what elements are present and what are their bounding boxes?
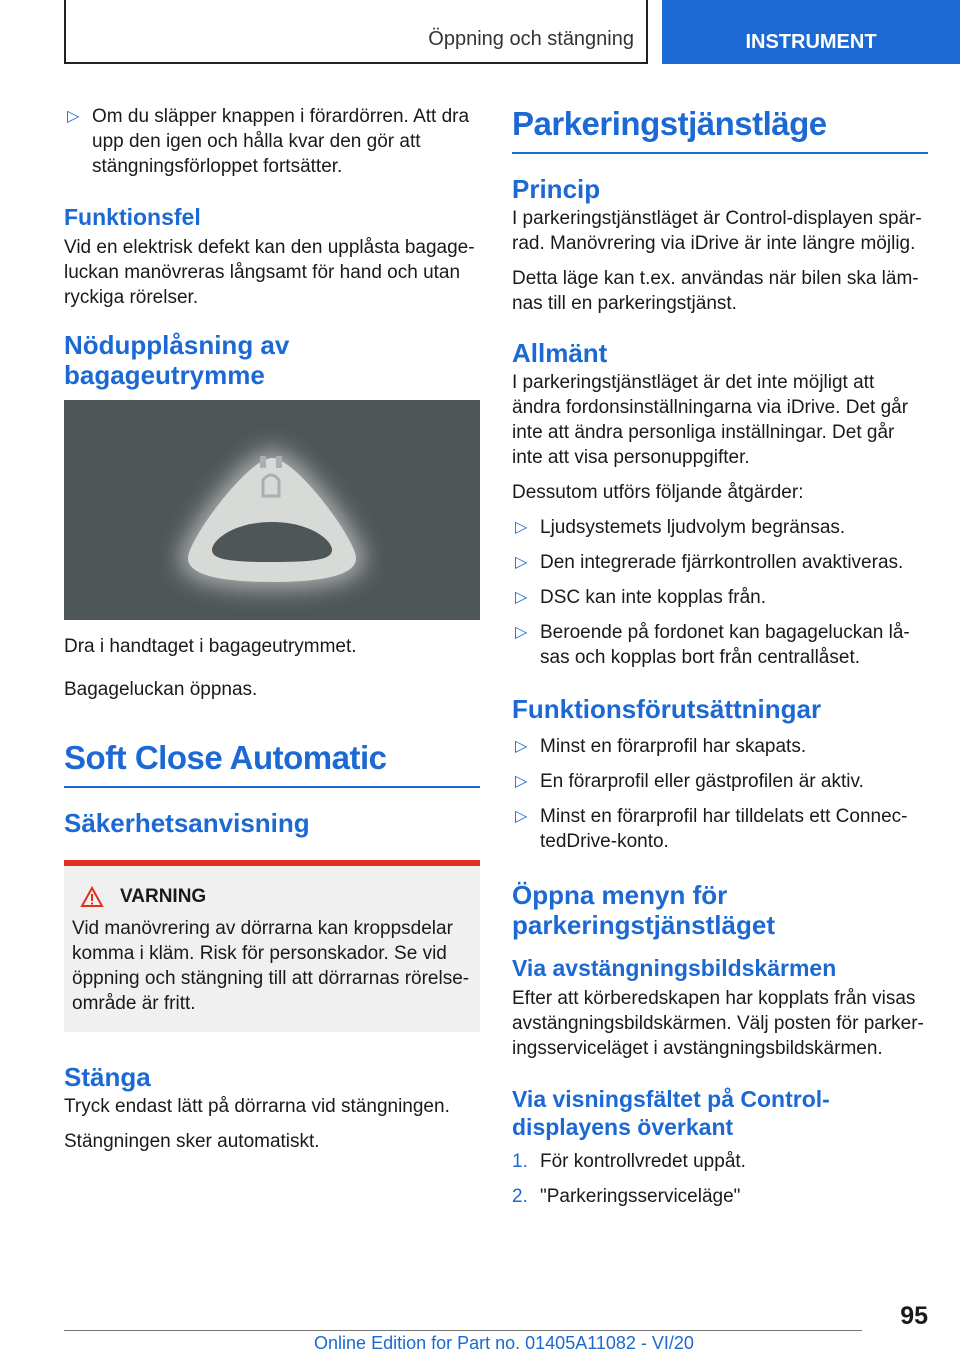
step-item: 1. För kontrollvredet uppåt. <box>512 1151 746 1172</box>
step-item: 2. "Parkeringsserviceläge" <box>512 1186 741 1207</box>
header-section-box <box>64 0 648 64</box>
main-heading: Parkeringstjänstläge <box>512 105 827 142</box>
triangle-bullet-icon: ▷ <box>67 108 80 125</box>
triangle-bullet-icon: ▷ <box>515 773 528 790</box>
stanga-text-2: Stängningen sker automatiskt. <box>64 1131 320 1152</box>
header-section-title: Öppning och stängning <box>428 28 634 50</box>
main-heading-block <box>512 104 928 154</box>
nodupplasning-heading: Nödupplåsning av bagageutrymme <box>64 330 290 390</box>
list-item: ▷ Om du släpper knappen i förardörren. Att dra upp den igen och hålla kvar den gör att stängningsförloppet fortsätter. <box>67 106 470 177</box>
stanga-text-1: Tryck endast lätt på dörrarna vid stängningen. <box>64 1096 450 1117</box>
princip-text-2: Detta läge kan t.ex. användas när bilen ska läm-nas till en parkeringstjänst. <box>512 268 919 314</box>
princip-text-1: I parkeringstjänstläget är Control-displayen spär-rad. Manövrering via iDrive är inte längre möjlig. <box>512 208 922 254</box>
list-item: ▷ Minst en förarprofil har tilldelats ett Connec-tedDrive-konto. <box>515 806 908 852</box>
triangle-bullet-icon: ▷ <box>515 738 528 755</box>
warning-title: VARNING <box>120 886 207 907</box>
photo-caption-2: Bagageluckan öppnas. <box>64 679 258 700</box>
triangle-bullet-icon: ▷ <box>515 624 528 641</box>
allmant-text-1: I parkeringstjänstläget är det inte möjligt att ändra fordonsinställningarna via iDrive. Det går inte att ändra personliga inställningar. Det går inte att visa personuppgifter. <box>512 372 909 468</box>
triangle-bullet-icon: ▷ <box>515 554 528 571</box>
right-column <box>512 104 928 1219</box>
funktionsfel-text: Vid en elektrisk defekt kan den upplåsta bagage-luckan manövreras långsamt för hand och utan ryckiga rörelser. <box>64 237 475 308</box>
triangle-bullet-icon: ▷ <box>515 589 528 606</box>
list-item: ▷ DSC kan inte kopplas från. <box>515 587 767 608</box>
footer-rule <box>64 1330 862 1331</box>
header-chapter-tab[interactable]: INSTRUMENT <box>662 0 960 64</box>
warning-header <box>72 886 472 908</box>
safety-heading: Säkerhetsanvisning <box>64 808 310 838</box>
triangle-bullet-icon: ▷ <box>515 519 528 536</box>
list-item: ▷ Den integrerade fjärrkontrollen avaktiveras. <box>515 552 904 573</box>
photo-caption-1: Dra i handtaget i bagageutrymmet. <box>64 636 357 657</box>
list-item: ▷ Minst en förarprofil har skapats. <box>515 736 807 757</box>
allmant-text-2: Dessutom utförs följande åtgärder: <box>512 482 804 503</box>
forutsattningar-heading: Funktionsförutsättningar <box>512 694 822 724</box>
stanga-heading: Stänga <box>64 1062 151 1092</box>
warning-text: Vid manövrering av dörrarna kan kroppsdelar komma i kläm. Risk för personskador. Se vid öppning och stängning till att dörrarnas rörelse-område är fritt. <box>72 918 470 1014</box>
warning-triangle-icon <box>72 886 112 908</box>
list-item: ▷ En förarprofil eller gästprofilen är aktiv. <box>515 771 864 792</box>
trunk-release-handle-photo <box>64 400 480 620</box>
funktionsfel-heading: Funktionsfel <box>64 204 201 230</box>
via-avstangning-heading: Via avstängningsbildskärmen <box>512 955 837 981</box>
footer-edition: Online Edition for Part no. 01405A11082 - VI/20 <box>314 1333 694 1353</box>
soft-close-heading: Soft Close Automatic <box>64 739 387 776</box>
allmant-heading: Allmänt <box>512 338 608 368</box>
page-number: 95 <box>900 1302 928 1330</box>
via-avstangning-text: Efter att körberedskapen har kopplats från visas avstängningsbildskärmen. Välj posten för parker-ingsserviceläget i avstängningsbildskärmen. <box>512 988 924 1059</box>
triangle-bullet-icon: ▷ <box>515 808 528 825</box>
left-column <box>64 104 480 1164</box>
princip-heading: Princip <box>512 174 601 204</box>
warning-box <box>64 860 480 1032</box>
oppna-heading: Öppna menyn för parkeringstjänstläget <box>512 880 775 940</box>
list-item: ▷ Ljudsystemets ljudvolym begränsas. <box>515 517 846 538</box>
soft-close-heading-block <box>64 738 480 788</box>
list-item: ▷ Beroende på fordonet kan bagageluckan lå-sas och kopplas bort från centrallåset. <box>515 622 910 668</box>
via-visningsfaltet-heading: Via visningsfältet på Control- displayens överkant <box>512 1086 830 1140</box>
